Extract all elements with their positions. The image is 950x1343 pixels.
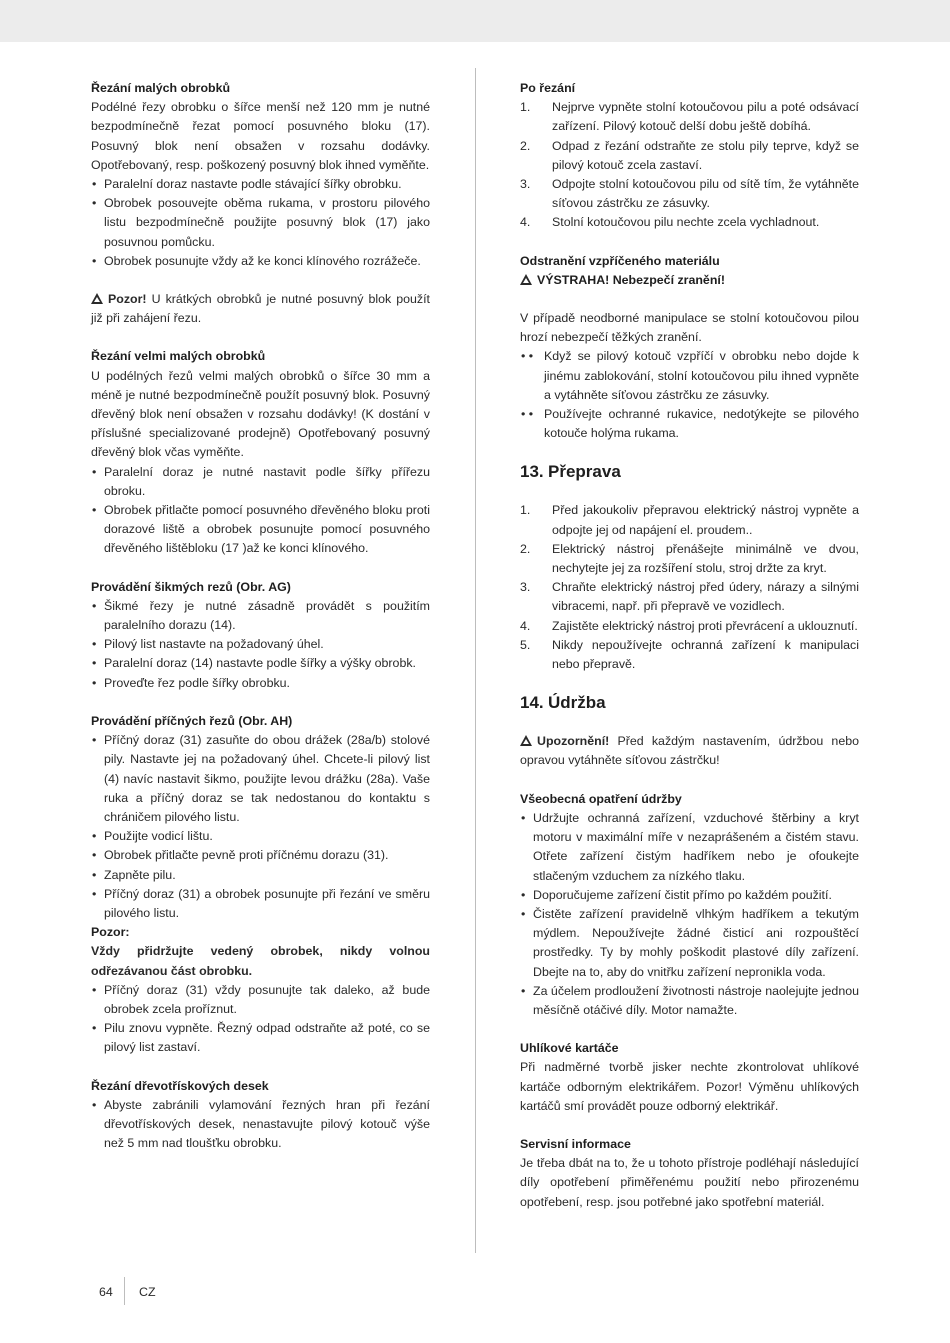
warning-text: VÝSTRAHA! Nebezpečí zranění! <box>537 272 725 287</box>
chapter-number: 13. <box>520 462 544 482</box>
section-general-maintenance <box>520 790 859 1020</box>
chapter-title: Přeprava <box>548 462 621 482</box>
item-number: 2. <box>520 138 531 153</box>
list-item <box>520 98 859 136</box>
item-text: Odpad z řezání odstraňte ze stolu pily teprve, když se pilový kotouč zcela zastaví. <box>552 138 859 172</box>
list-item: • Obrobek posunujte vždy až ke konci klínového rozrážeče. <box>91 252 430 271</box>
section-cross-cuts <box>91 712 430 1058</box>
list-item: • Paralelní doraz nastavte podle stávající šířky obrobku. <box>91 175 430 194</box>
section-paragraph: V případě neodborné manipulace se stolní kotoučovou pilou hrozí nebezpečí těžkých zranění. <box>520 311 859 345</box>
section-paragraph: Při nadměrné tvorbě jisker nechte zkontrolovat uhlíkové kartáče odborným elektrikářem. Pozor! Výměnu uhlíkových kartáčů smí provádět pouze odborný elektrikář. <box>520 1060 859 1113</box>
caution-heading: Pozor: <box>91 925 130 940</box>
chapter-heading-maintenance <box>520 693 859 713</box>
item-text: Před jakoukoliv přepravou elektrický nástroj vypněte a odpojte jej od napájení el. proudem.. <box>552 503 859 537</box>
list-item: • Příčný doraz (31) a obrobek posunujte při řezání ve směru pilového listu. <box>91 885 430 923</box>
right-column <box>520 79 859 1231</box>
notice-text: Před každým nastavením, údržbou nebo opravou vytáhněte síťovou zástrčku! <box>520 734 859 768</box>
list-item <box>520 501 859 539</box>
section-heading: Po řezání <box>520 81 576 95</box>
item-text: Zajistěte elektrický nástroj proti převrácení a uklouznutí. <box>552 618 858 633</box>
warning-icon <box>520 735 532 746</box>
list-item: • Zapněte pilu. <box>91 866 430 885</box>
notice-label: Upozornění! <box>537 734 610 749</box>
section-transport <box>520 501 859 674</box>
warning-icon <box>520 274 532 285</box>
section-heading: Uhlíkové kartáče <box>520 1041 619 1056</box>
section-heading: Řezání dřevotřískových desek <box>91 1078 269 1093</box>
warning-icon <box>91 293 103 304</box>
list-item <box>520 540 859 578</box>
section-heading: Provádění příčných řezů (Obr. AH) <box>91 713 293 728</box>
list-item: • Čistěte zařízení pravidelně vlhkým hadříkem a tekutým mýdlem. Nepoužívejte žádné čisticí ani rozpouštěcí prostředky. Ty by mohly poškodit plastové díly zařízení. Dbejte na to, aby do vnitřku zařízení nepronikla voda. <box>520 905 859 982</box>
list-item <box>520 137 859 175</box>
list-item: • Obrobek posouvejte oběma rukama, v prostoru pilového listu bezpodmínečně použijte posuvný blok (17) jako posuvnou pomůcku. <box>91 194 430 252</box>
maintenance-notice <box>520 732 859 770</box>
item-number: 1. <box>520 503 531 518</box>
list-item <box>520 578 859 616</box>
list-item: • Obrobek přitlačte pevně proti příčnému dorazu (31). <box>91 846 430 865</box>
top-bar <box>0 0 950 42</box>
list-item <box>520 617 859 636</box>
chapter-title: Údržba <box>548 693 606 713</box>
item-number: 4. <box>520 215 531 230</box>
section-paragraph: Je třeba dbát na to, že u tohoto přístroje podléhají následující díly opotřebení přiměřenému použití nebo přirozenému opotřebení, resp. jsou potřebné jako spotřební materiál. <box>520 1156 859 1209</box>
item-number: 4. <box>520 618 531 633</box>
list-item: • Pilový list nastavte na požadovaný úhel. <box>91 635 430 654</box>
item-text: Chraňte elektrický nástroj před údery, nárazy a silnými vibracemi, např. při přepravě ve vozidlech. <box>552 580 859 614</box>
list-item: • Abyste zabránili vylamování řezných hran při řezání dřevotřískových desek, nenastavujte pilový kotouč výše než 5 mm nad tloušťku obrobku. <box>91 1096 430 1154</box>
item-number: 1. <box>520 100 531 115</box>
list-item <box>520 175 859 213</box>
list-item <box>520 636 859 674</box>
section-paragraph: Podélné řezy obrobku o šířce menší než 120 mm je nutné bezpodmínečně řezat pomocí posuvného bloku (17). Posuvný blok není obsažen v rozsahu dodávky. Opotřebovaný, resp. poškozený posuvný blok ihned vyměňte. <box>91 100 430 172</box>
item-text: Nejprve vypněte stolní kotoučovou pilu a poté odsávací zařízení. Pilový kotouč delší dobu ještě dobíhá. <box>552 100 859 134</box>
bullet-list <box>520 347 859 443</box>
section-very-small-workpieces <box>91 347 430 558</box>
bullet-list <box>91 597 430 693</box>
caution-text: U krátkých obrobků je nutné posuvný blok použít již při zahájení řezu. <box>91 292 430 326</box>
list-item: • Pilu znovu vypněte. Řezný odpad odstraňte až poté, co se pilový list zastaví. <box>91 1019 430 1057</box>
numbered-list <box>520 501 859 674</box>
section-small-workpieces <box>91 79 430 271</box>
bullet-list <box>91 175 430 271</box>
section-heading: Provádění šikmých rezů (Obr. AG) <box>91 579 291 594</box>
item-text: Nikdy nepoužívejte ochranná zařízení k manipulaci nebo přepravě. <box>552 637 859 672</box>
list-item: • Obrobek přitlačte pomocí posuvného dřevěného bloku proti dorazové liště a obrobek posunujte pomocí posuvného dřevěného lištěbloku (17 )až ke konci klínového. <box>91 501 430 559</box>
section-carbon-brushes <box>520 1039 859 1116</box>
section-bevel-cuts <box>91 578 430 693</box>
list-item: • Doporučujeme zařízení čistit přímo po každém použití. <box>520 886 859 905</box>
list-item: • Paralelní doraz je nutné nastavit podle šířky přířezu obroku. <box>91 463 430 501</box>
list-item <box>520 213 859 232</box>
language-code: CZ <box>139 1285 156 1299</box>
list-item: • Proveďte řez podle šířky obrobku. <box>91 674 430 693</box>
list-item: • • Když se pilový kotouč vzpříčí v obrobku nebo dojde k jinému zablokování, stolní kotoučovou pilu ihned vypněte a vytáhněte síťovou zástrčku ze zásuvky. <box>520 347 859 405</box>
caution-text: Vždy přidržujte vedený obrobek, nikdy volnou odřezávanou část obrobku. <box>91 944 430 978</box>
section-after-cutting <box>520 79 859 233</box>
item-number: 3. <box>520 580 531 595</box>
list-item: • • Používejte ochranné rukavice, nedotýkejte se pilového kotouče holýma rukama. <box>520 405 859 443</box>
item-text: Stolní kotoučovou pilu nechte zcela vychladnout. <box>552 215 820 230</box>
list-item: • Použijte vodicí lištu. <box>91 827 430 846</box>
numbered-list <box>520 98 859 232</box>
column-divider <box>475 68 476 1253</box>
chapter-number: 14. <box>520 693 544 713</box>
item-text: Odpojte stolní kotoučovou pilu od sítě tím, že vytáhněte síťovou zástrčku ze zásuvky. <box>552 177 859 211</box>
item-number: 3. <box>520 177 531 192</box>
caution-note <box>91 290 430 328</box>
section-paragraph: U podélných řezů velmi malých obrobků o šířce 30 mm a méně je nutné bezpodmínečně použít posuvný blok. Posuvný dřevěný blok není obsažen v rozsahu dodávky! (K dostání v příslušné specializované prodejně) Opotřebovaný posuvný dřevěný blok včas vyměňte. <box>91 368 430 460</box>
bullet-list <box>91 463 430 559</box>
section-heading: Všeobecná opatření údržby <box>520 791 682 806</box>
list-item: • Příčný doraz (31) zasuňte do obou drážek (28a/b) stolové pily. Nastavte jej na požadovaný úhel. Chcete-li pilový list (4) navíc nastavit šikmo, použijte levou drážku (28a). Vaše ruka a příčný doraz se tak nedostanou do kontaktu s chráničem pilového listu. <box>91 731 430 827</box>
list-item: • Udržujte ochranná zařízení, vzduchové štěrbiny a kryt motoru v maximální míře v nezaprášeném a čistém stavu. Otřete zařízení čistým hadříkem nebo je ofoukejte stlačeným vzduchem za nízkého tlaku. <box>520 809 859 886</box>
chapter-heading-transport <box>520 462 859 482</box>
item-number: 5. <box>520 637 531 652</box>
bullet-list <box>520 809 859 1020</box>
section-heading: Řezání malých obrobků <box>91 81 231 95</box>
caution-label: Pozor! <box>108 292 147 307</box>
list-item: • Paralelní doraz (14) nastavte podle šířky a výšky obrobk. <box>91 654 430 673</box>
item-number: 2. <box>520 541 531 556</box>
list-item: • Šikmé řezy je nutné zásadně provádět s použitím paralelního dorazu (14). <box>91 597 430 635</box>
section-heading: Odstranění vzpříčeného materiálu <box>520 253 720 268</box>
item-text: Elektrický nástroj přenášejte minimálně ve dvou, nechytejte jej za rozšíření stolu, stroj držte za kryt. <box>552 541 859 576</box>
bullet-list <box>91 1096 430 1154</box>
list-item: • Příčný doraz (31) vždy posunujte tak daleko, až bude obrobek zcela proříznut. <box>91 981 430 1019</box>
section-chipboard <box>91 1077 430 1154</box>
section-service-info <box>520 1135 859 1212</box>
left-column <box>91 79 430 1172</box>
page-number: 64 <box>99 1285 113 1299</box>
section-heading: Servisní informace <box>520 1136 631 1151</box>
bullet-list <box>91 731 430 923</box>
warning-line <box>520 271 859 290</box>
section-heading: Řezání velmi malých obrobků <box>91 349 266 364</box>
list-item: • Za účelem prodloužení životnosti nástroje naolejujte jednou měsíčně otáčivé díly. Motor namažte. <box>520 982 859 1020</box>
section-jammed-material <box>520 252 859 444</box>
footer-divider <box>124 1277 125 1305</box>
bullet-list <box>91 981 430 1058</box>
